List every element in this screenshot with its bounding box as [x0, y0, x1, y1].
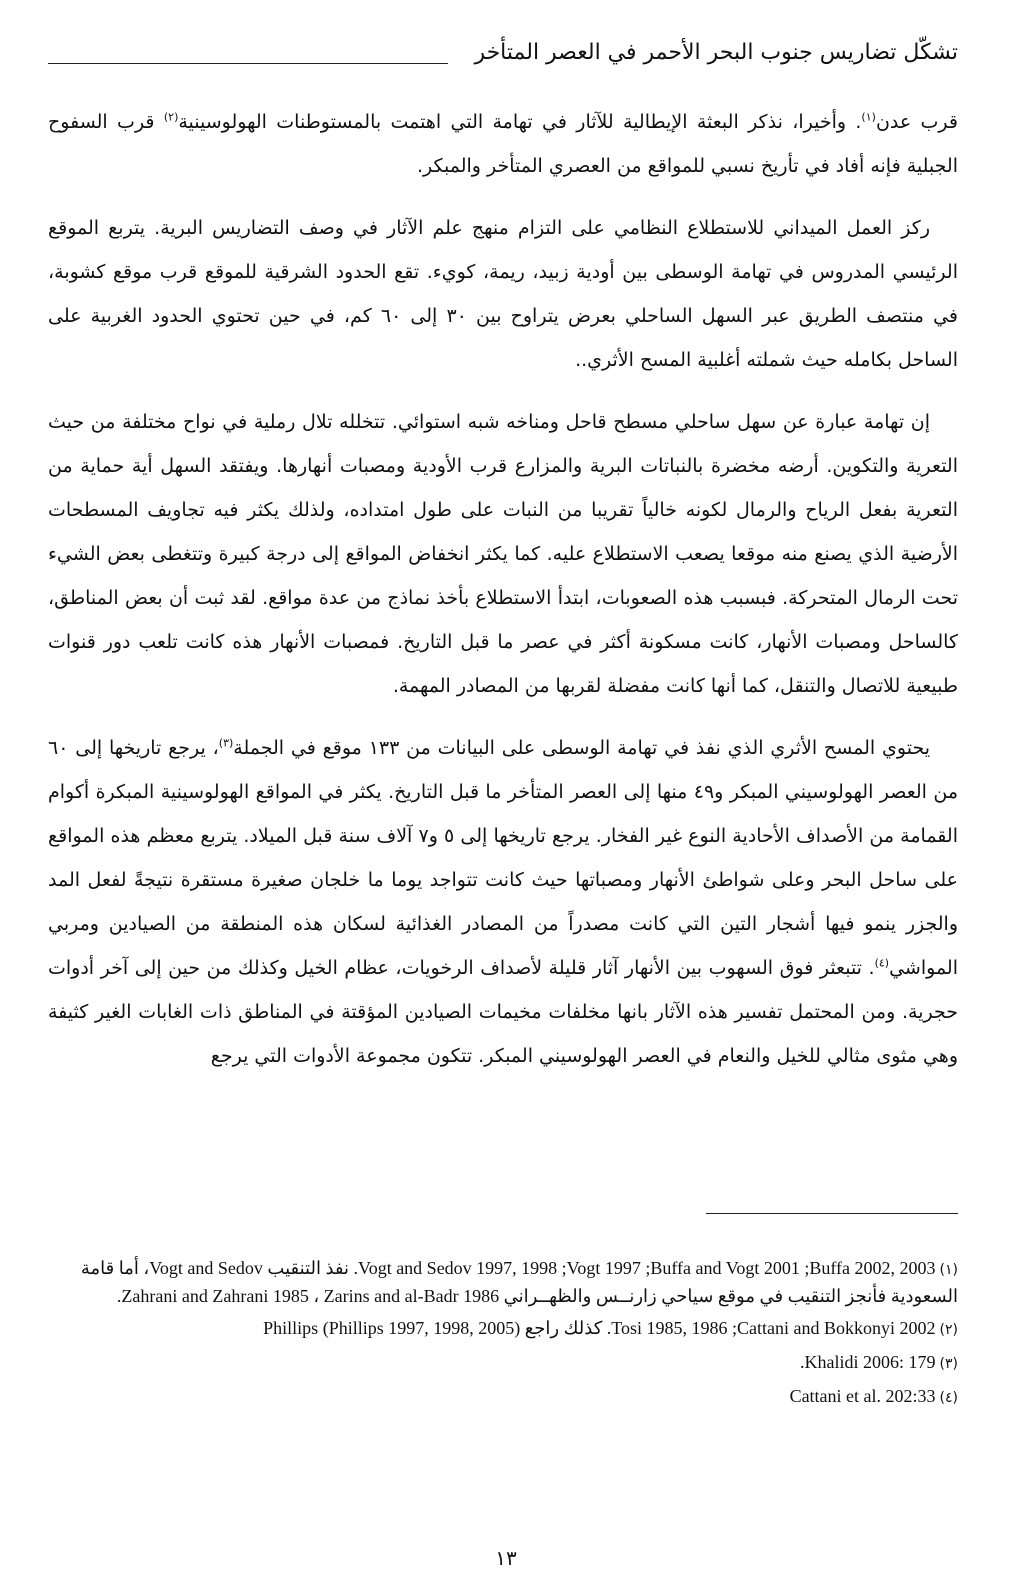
paragraph-text: ركز العمل الميداني للاستطلاع النظامي على التزام منهج علم الآثار في وصف التضاريس البرية. يتربع الموقع الرئيسي المدروس في تهامة الوسطى بين أودية زبيد، ريمة، كويء. تقع الحدود الشرقية للموقع قرب موقع كشوبة، في منتصف الطريق عبر السهل الساحلي بعرض يتراوح بين ٣٠ إلى ٦٠ كم، في حين تحتوي الحدود الغربية على الساحل بكامله حيث شملته أغلبية المسح الأثري.. [48, 217, 958, 371]
paragraph-text: يحتوي المسح الأثري الذي نفذ في تهامة الوسطى على البيانات من ١٣٣ موقع في الجملة [233, 737, 930, 759]
footnote-separator [706, 1213, 958, 1214]
paragraph [48, 400, 958, 708]
footnote-marker: (١) [861, 110, 876, 124]
body-text [48, 100, 958, 1096]
footnote-number: (٢) [939, 1322, 958, 1338]
paragraph-text: . وأخيرا، نذكر البعثة الإيطالية للآثار في تهامة التي اهتمت بالمستوطنات الهولوسينية [178, 111, 862, 133]
paragraph [48, 206, 958, 382]
footnote-marker: (٤) [874, 956, 890, 970]
running-head [48, 38, 958, 78]
paragraph-text: ، يرجع تاريخها إلى ٦٠ من العصر الهولوسيني المبكر و٤٩ منها إلى العصر المتأخر ما قبل التاريخ. يكثر في المواقع الهولوسينية المبكرة أكوام القمامة من الأصداف الأحادية النوع غير الفخار. يرجع تاريخها إلى ٥ و٧ آلاف سنة قبل الميلاد. يتربع معظم هذه المواقع على ساحل البحر وعلى شواطئ الأنهار ومصباتها حيث كانت تتواجد يوما ما خلجان صغيرة مستقرة نتيجةً لفعل المد والجزر ينمو فيها أشجار التين التي كانت مصدراً من المصادر الغذائية لسكان هذه المنطقة من الصيادين ومربي المواشي [48, 737, 958, 979]
footnote-item [48, 1383, 958, 1411]
footnote-number: (٣) [939, 1356, 958, 1372]
footnote-item [48, 1349, 958, 1377]
paragraph [48, 100, 958, 188]
running-head-rule [48, 63, 448, 64]
footnote-marker: (٣) [218, 736, 234, 750]
footnote-text: Vogt and Sedov 1997, 1998 ;Vogt 1997 ;Buffa and Vogt 2001 ;Buffa 2002, 2003. نفذ التنقيب Vogt and Sedov، أما قامة السعودية فأنجز التنقيب في موقع سياحي زارنــس والظهــراني Zahrani and Zahrani 1985 ، Zarins and al-Badr 1986. [80, 1258, 958, 1306]
paragraph-text: . تتبعثر فوق السهوب بين الأنهار آثار قليلة لأصداف الرخويات، عظام الخيل وكذلك من حين إلى آخر أدوات حجرية. ومن المحتمل تفسير هذه الآثار بانها مخلفات مخيمات الصيادين المؤقتة في المناطق ذات الغابات الغير كثيفة وهي مثوى مثالي للخيل والنعام في العصر الهولوسيني المبكر. تتكون مجموعة الأدوات التي يرجع [48, 957, 958, 1067]
footnote-item [48, 1255, 958, 1309]
running-head-title: تشكّل تضاريس جنوب البحر الأحمر في العصر المتأخر [474, 40, 958, 65]
paragraph-text: إن تهامة عبارة عن سهل ساحلي مسطح قاحل ومناخه شبه استوائي. تتخلله تلال رملية في نواح مختلفة من حيث التعرية والتكوين. أرضه مخضرة بالنباتات البرية والمزارع قرب الأودية ومصبات أنهارها. ويفتقد السهل أية حماية من التعرية بفعل الرياح والرمال لكونه خالياً تقريبا من النبات على طول امتداده، ولذلك يكثر فيه تجاويف المسطحات الأرضية الذي يصنع منه موقعا يصعب الاستطلاع عليه. كما يكثر انخفاض المواقع إلى درجة كبيرة وتتغطى بعض الشيء تحت الرمال المتحركة. فبسبب هذه الصعوبات، ابتدأ الاستطلاع بأخذ نماذج من عدة مواقع. لقد ثبت أن بعض المناطق، كالساحل ومصبات الأنهار، كانت مسكونة أكثر في عصر ما قبل التاريخ. فمصبات الأنهار هذه كانت تلعب دور قنوات طبيعية للاتصال والتنقل، كما أنها كانت مفضلة لقربها من المصادر المهمة. [48, 411, 958, 697]
paragraph [48, 726, 958, 1078]
footnote-number: (١) [939, 1262, 958, 1278]
footnotes [48, 1255, 958, 1417]
paragraph-text: قرب السفوح الجبلية فإنه أفاد في تأريخ نسبي للمواقع من العصري المتأخر والمبكر. [48, 111, 958, 177]
page-number: ١٣ [495, 1546, 517, 1570]
paragraph-text: قرب عدن [875, 111, 958, 133]
footnote-text: Khalidi 2006: 179. [800, 1352, 936, 1372]
footnote-number: (٤) [939, 1390, 958, 1406]
footnote-text: Tosi 1985, 1986 ;Cattani and Bokkonyi 2002. كذلك راجع (Phillips 1997, 1998, 2005) Phillips [263, 1318, 936, 1338]
footnote-item [48, 1315, 958, 1343]
footnote-text: Cattani et al. 202:33 [789, 1386, 936, 1406]
footnote-marker: (٢) [163, 110, 179, 124]
